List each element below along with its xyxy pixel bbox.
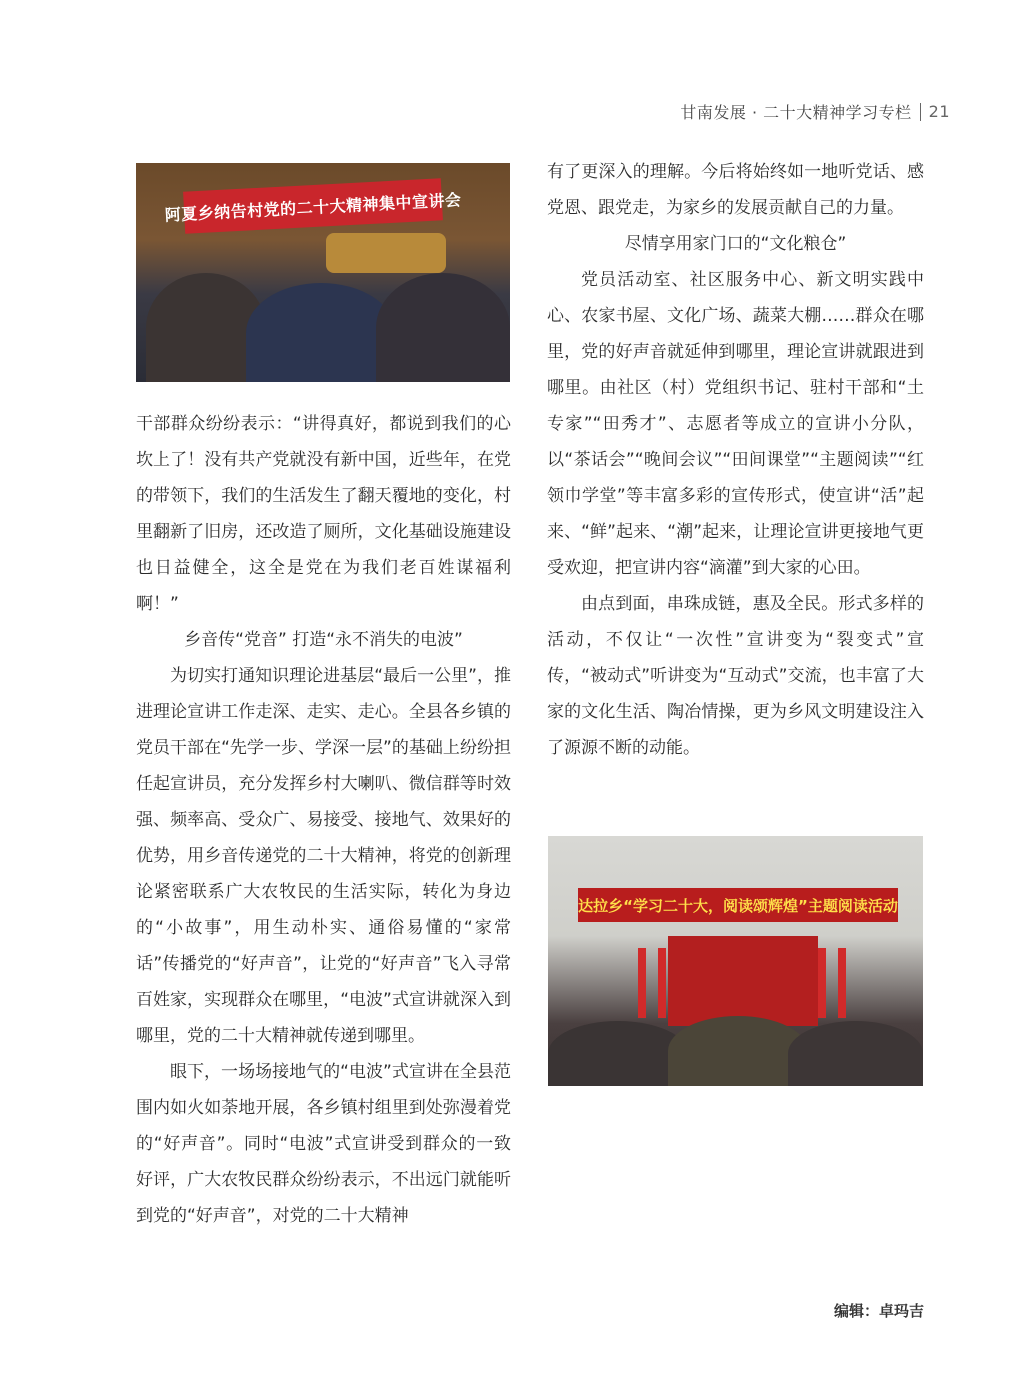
- paragraph: 党员活动室、社区服务中心、新文明实践中心、农家书屋、文化广场、蔬菜大棚……群众在哪里，党的好声音就延伸到哪里，理论宣讲就跟进到哪里。由社区（村）党组织书记、驻村干部和“土专家”“田秀才”、志愿者等成立的宣讲小分队，以“茶话会”“晚间会议”“田间课堂”“主题阅读”“红领巾学堂”等丰富多彩的宣传形式，使宣讲“活”起来、“鲜”起来、“潮”起来，让理论宣讲更接地气更受欢迎，把宣讲内容“滴灌”到大家的心田。: [547, 270, 924, 578]
- photo-stage-curtain: [668, 936, 818, 1026]
- photo-banner-text: 阿夏乡纳告村党的二十大精神集中宣讲会: [183, 178, 443, 233]
- photo-crowd-shape: [246, 283, 396, 382]
- header-divider: [920, 103, 921, 121]
- paragraph: 为切实打通知识理论进基层“最后一公里”，推进理论宣讲工作走深、走实、走心。全县各乡镇的党员干部在“先学一步、学深一层”的基础上纷纷担任起宣讲员，充分发挥乡村大喇叭、微信群等时效强、频率高、受众广、易接受、接地气、效果好的优势，用乡音传递党的二十大精神，将党的创新理论紧密联系广大农牧民的生活实际，转化为身边的“小故事”，用生动朴实、通俗易懂的“家常话”传播党的“好声音”，让党的“好声音”飞入寻常百姓家，实现群众在哪里，“电波”式宣讲就深入到哪里，党的二十大精神就传递到哪里。: [136, 666, 511, 1046]
- photo-crowd-shape: [668, 1016, 808, 1086]
- photo-flag-shape: [638, 948, 646, 1018]
- paragraph: 由点到面，串珠成链，惠及全民。形式多样的活动，不仅让“一次性”宣讲变为“裂变式”宣传，“被动式”听讲变为“互动式”交流，也丰富了大家的文化生活、陶冶情操，更为乡风文明建设注入了源源不断的动能。: [547, 594, 924, 758]
- photo-sofa-shape: [326, 233, 446, 273]
- column-title: 甘南发展 · 二十大精神学习专栏: [680, 103, 912, 122]
- paragraph: 有了更深入的理解。今后将始终如一地听党话、感党恩、跟党走，为家乡的发展贡献自己的力量。: [547, 162, 924, 218]
- photo-crowd-shape: [548, 1021, 688, 1086]
- left-column: [136, 406, 511, 1234]
- paragraph: 眼下，一场场接地气的“电波”式宣讲在全县范围内如火如荼地开展，各乡镇村组里到处弥漫着党的“好声音”。同时“电波”式宣讲受到群众的一致好评，广大农牧民群众纷纷表示，不出远门就能听到党的“好声音”，对党的二十大精神: [136, 1062, 511, 1226]
- section-heading: 乡音传“党音” 打造“永不消失的电波”: [184, 630, 463, 650]
- photo-flag-shape: [658, 948, 666, 1018]
- right-column: [547, 154, 924, 766]
- photo-reading-activity: [548, 836, 923, 1086]
- photo-crowd-shape: [376, 273, 510, 382]
- photo-flag-shape: [818, 948, 826, 1018]
- editor-credit: 编辑：卓玛吉: [833, 1302, 924, 1320]
- paragraph: 干部群众纷纷表示：“讲得真好，都说到我们的心坎上了！没有共产党就没有新中国，近些年，在党的带领下，我们的生活发生了翻天覆地的变化，村里翻新了旧房，还改造了厕所，文化基础设施建设也日益健全，这全是党在为我们老百姓谋福利啊！”: [136, 414, 511, 614]
- photo-village-meeting: [136, 163, 510, 382]
- photo-crowd-shape: [788, 1021, 923, 1086]
- page-header: [680, 100, 950, 123]
- section-heading: 尽情享用家门口的“文化粮仓”: [624, 234, 847, 254]
- page-number: 21: [928, 102, 950, 121]
- photo-flag-shape: [838, 948, 846, 1018]
- photo-banner-text: 达拉乡“学习二十大，阅读颂辉煌”主题阅读活动: [578, 888, 898, 922]
